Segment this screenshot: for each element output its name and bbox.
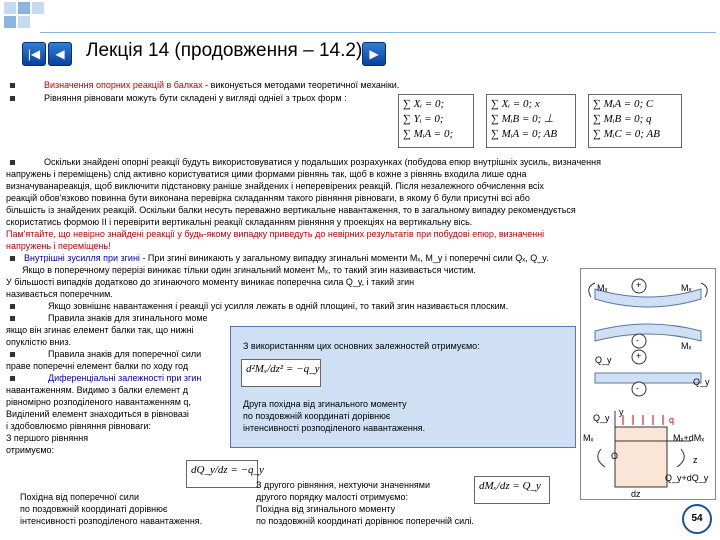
paragraph-text: У більшості випадків додатково до згинаючого моменту виникає поперечна сила Q_y, і такий згин [6, 277, 415, 287]
paragraph-text: отримуємо: [6, 445, 55, 455]
eq-line: ∑ MᵢB = 0; ⊥ [491, 113, 554, 125]
header-rule [40, 32, 716, 33]
label-qy-right: Q_y [693, 377, 710, 387]
paragraph-text: Виділений елемент знаходиться в рівновазі [6, 409, 189, 419]
paragraph-text: і здобовлюємо рівняння рівноваги: [6, 421, 151, 431]
popup-note: Друга похідна від згинального моменту [243, 399, 407, 409]
formula-dq-dz [186, 460, 264, 488]
moment-arrow-left [589, 283, 595, 297]
note-derivative-q: по поздовжній координаті дорівнює [20, 504, 168, 514]
eq-line: ∑ MᵢA = 0; AB [491, 128, 558, 140]
popup-formula [241, 359, 321, 387]
label-qy-dqy: Q_y+dQ_y [665, 473, 709, 483]
paragraph-text: Диференціальні залежності при згин [48, 373, 202, 383]
moment-arrow-mx-dmx [677, 449, 684, 467]
equilibrium-form-1 [398, 94, 474, 148]
shear-element [595, 373, 701, 383]
paragraph-text: реакцій обов'язково повинна бути виконана перевірка складанням такого рівняння рівноваги, в якому б були присутні всі або [6, 193, 530, 203]
bullet-icon [10, 83, 15, 88]
note-second-eq: Похідна від згинального моменту [256, 504, 396, 514]
label-mx-right: Mₓ [681, 283, 692, 293]
paragraph-support-reactions [44, 80, 399, 91]
moment-arrow-right [701, 283, 707, 297]
note-derivative-q: Похідна від поперечної сили [20, 492, 140, 502]
formula-dm-dz [474, 476, 550, 504]
decorative-squares [4, 2, 84, 32]
label-o: O [611, 451, 619, 461]
minus-circle-2 [632, 382, 646, 396]
eq-line: ∑ Xᵢ = 0; x [491, 98, 540, 110]
page-number-badge: 54 [682, 504, 712, 534]
paragraph-text: опуклістю вниз. [6, 337, 71, 347]
distributed-load-arrows [623, 415, 663, 425]
paragraph-text: рівномірно розподіленого навантаженням q, [6, 397, 191, 407]
formula-text: d²Mₓ/dz² = −q_y [246, 363, 320, 375]
paragraph-text: більшість із знайдених реакцій. Оскільки балки несуть переважно вертикальне навантаження, то в загальному випадку рекомендується [6, 205, 576, 215]
eq-line: ∑ MᵢA = 0; [403, 128, 454, 140]
note-second-eq: другого порядку малості отримуємо: [256, 492, 408, 502]
popup-note: інтенсивності розподіленого навантаження. [243, 423, 426, 433]
label-plus: + [636, 280, 642, 290]
paragraph-text: напружень і переміщень) слід активно користуватися цими формами рівнянь так, щоб в кожне з рівнянь входила лише одна [6, 169, 527, 179]
popup-intro: З використанням цих основних залежностей отримуємо: [243, 341, 480, 351]
paragraph-text: З першого рівняння [6, 433, 89, 443]
paragraph-text: називається поперечним. [6, 289, 113, 299]
nav-first-button[interactable]: |◀ [22, 42, 46, 66]
nav-prev-button[interactable]: ◀ [48, 42, 72, 66]
label-mx: Mₓ [597, 283, 608, 293]
note-second-eq: по поздовжній координаті дорівнює поперечній силі. [256, 516, 474, 526]
equilibrium-form-3 [588, 94, 682, 148]
popup-note: по поздовжній координаті дорівнює [243, 411, 391, 421]
label-qy-elem: Q_y [593, 413, 610, 423]
note-second-eq: З другого рівняння, нехтуючи значеннями [256, 480, 431, 490]
paragraph-text: Якщо зовнішнє навантаження і реакції усі усилля лежать в одній площині, то такий згин називається плоским. [48, 301, 509, 311]
bullet-icon [10, 256, 15, 261]
label-minus: - [636, 335, 639, 345]
paragraph-text: навантаженням. Видимо з балки елемент д [6, 385, 188, 395]
popup-overlay [230, 326, 576, 448]
sign-convention-diagram [580, 268, 716, 500]
bullet-icon [10, 160, 15, 165]
bullet-icon [10, 96, 15, 101]
paragraph-text: визначуванареакція, щоб виключити підстановку раніше знайдених і неперевірених реакцій. Після незалежного обчислення всіх [6, 181, 544, 191]
support-reactions-rest: - виконується методами теоретичної механіки. [202, 80, 400, 90]
paragraph-text: праве поперечні елемент балки по ходу год [6, 361, 189, 371]
label-dz: dz [631, 489, 641, 499]
internal-forces-term: Внутрішні зусилля при згині [24, 253, 140, 263]
warning-text: напружень і переміщень! [6, 241, 111, 251]
beam-bend-negative [595, 324, 701, 341]
label-mx-2: Mₓ [681, 341, 692, 351]
beam-element-dz [615, 427, 667, 487]
paragraph-text: Якщо в поперечному перерізі виникає тільки один згинальний момент Mₓ, то такий згин називається чистим. [22, 265, 476, 275]
label-z: z [693, 455, 698, 465]
minus-circle [632, 334, 646, 348]
label-plus-2: + [636, 351, 642, 361]
formula-text: dMₓ/dz = Q_y [479, 480, 541, 492]
equilibrium-form-2 [486, 94, 576, 148]
paragraph-text: Правила знаків для поперечної сили [48, 349, 202, 359]
label-minus-2: - [636, 383, 639, 393]
label-mx-elem: Mₓ [583, 433, 594, 443]
formula-text: dQ_y/dz = −q_y [191, 464, 264, 476]
paragraph-text: Оскільки знайдені опорні реакції будуть використовуватися у подальших розрахунках (побудова епюр внутрішніх зусиль, визначення [44, 157, 601, 167]
page-title: Лекція 14 (продовження – 14.2) [86, 40, 363, 61]
label-y: y [619, 407, 624, 417]
warning-text: Пам'ятайте, що невірно знайдені реакції у будь-якому випадку приведуть до невірних результатів при побудові епюр, визначенні [6, 229, 545, 239]
paragraph-equilibrium-forms: Рівняння рівноваги можуть бути складені у вигляді одніеї з трьох форм : [44, 93, 347, 103]
moment-arrow-mx [598, 449, 605, 467]
nav-next-button[interactable]: ▶ [362, 42, 386, 66]
eq-line: ∑ Xᵢ = 0; [403, 98, 445, 110]
bullet-icon [10, 304, 15, 309]
paragraph-text: скористатись формою ІІ і перевірити вертикальні реакції складанням рівняння у проекціях на вертикальну вісь. [6, 217, 473, 227]
label-q: q [669, 415, 675, 425]
label-mx-dmx: Mₓ+dMₓ [673, 433, 705, 443]
eq-line: ∑ Yᵢ = 0; [403, 113, 444, 125]
support-reactions-term: Визначення опорних реакцій в балках [44, 80, 203, 90]
internal-forces-rest: - При згині виникають у загальному випадку згинальні моменти Mₓ, M_y і поперечні сили Qₓ, Q_y. [139, 253, 549, 263]
paragraph-text: Правила знаків для згинального моме [48, 313, 208, 323]
bullet-icon [10, 352, 15, 357]
paragraph-internal-forces [24, 253, 549, 264]
eq-line: ∑ MᵢA = 0; C [593, 98, 654, 110]
bullet-icon [10, 376, 15, 381]
bullet-icon [10, 316, 15, 321]
note-derivative-q: інтенсивності розподіленого навантаження. [20, 516, 203, 526]
eq-line: ∑ MᵢB = 0; q [593, 113, 652, 125]
label-qy: Q_y [595, 355, 612, 365]
paragraph-text: якщо він згинає елемент балки так, що нижні [6, 325, 194, 335]
eq-line: ∑ MᵢC = 0; AB [593, 128, 660, 140]
